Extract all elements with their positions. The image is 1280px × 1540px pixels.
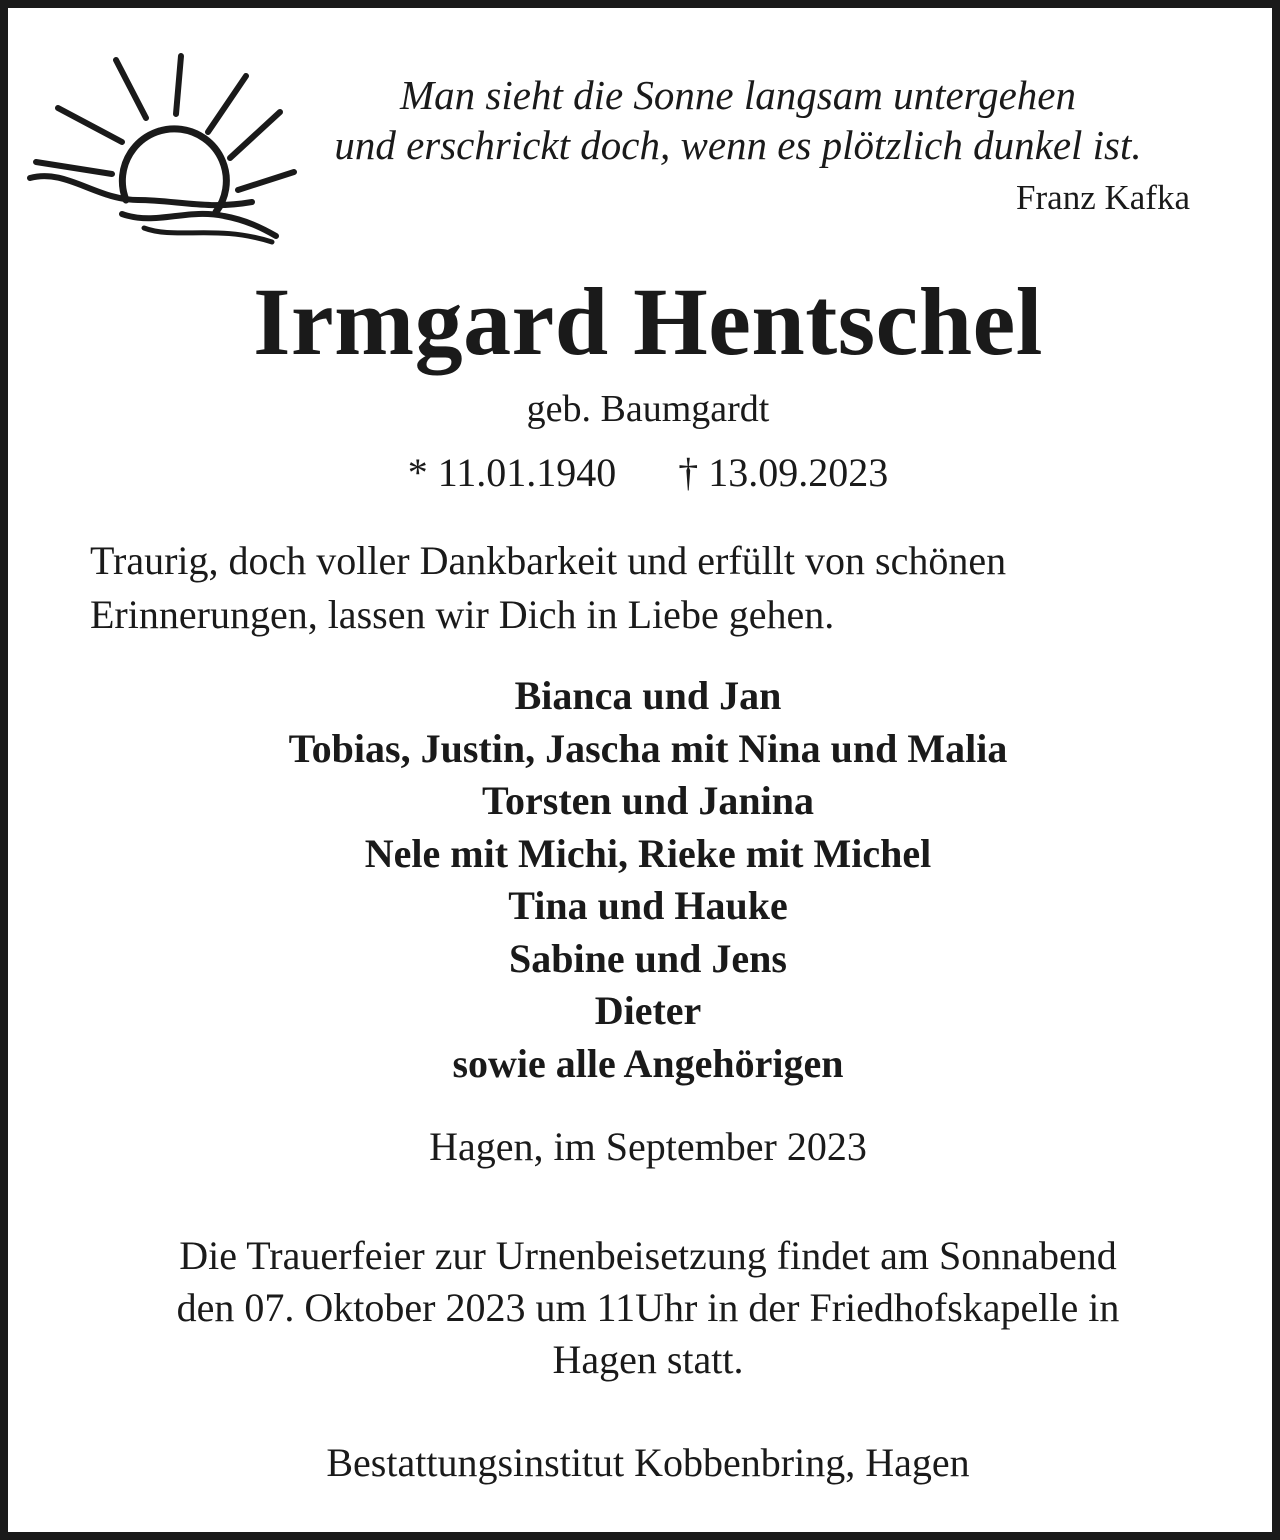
- family-member: Dieter: [594, 988, 702, 1033]
- kafka-quote: [268, 70, 1208, 170]
- family-member: Nele mit Michi, Rieke mit Michel: [364, 830, 932, 876]
- ceremony-line: den 07. Oktober 2023 um 11Uhr in der Friedhofskapelle in: [176, 1285, 1120, 1330]
- family-member: sowie alle Angehörigen: [452, 1040, 844, 1086]
- family-member: Torsten und Janina: [482, 778, 814, 823]
- ceremony-line: Hagen statt.: [552, 1337, 744, 1382]
- family-member: Sabine und Jens: [509, 935, 787, 981]
- family-list: [8, 670, 1280, 1090]
- message-line: Traurig, doch voller Dankbarkeit und erfüllt von schönen: [90, 538, 1007, 583]
- ceremony-line: Die Trauerfeier zur Urnenbeisetzung findet am Sonnabend: [179, 1233, 1117, 1278]
- ceremony-info: [68, 1230, 1228, 1386]
- maiden-name: geb. Baumgardt: [526, 388, 770, 430]
- life-dates: [8, 448, 1280, 498]
- death-date: † 13.09.2023: [678, 450, 889, 495]
- sunset-over-water-icon: [26, 50, 306, 250]
- message-line: Erinnerungen, lassen wir Dich in Liebe gehen.: [90, 592, 835, 637]
- quote-line: und erschrickt doch, wenn es plötzlich dunkel ist.: [334, 122, 1142, 168]
- family-member: Bianca und Jan: [514, 673, 782, 718]
- family-member: Tobias, Justin, Jascha mit Nina und Malia: [288, 725, 1008, 771]
- funeral-home: Bestattungsinstitut Kobbenbring, Hagen: [326, 1440, 970, 1485]
- deceased-name: Irmgard Hentschel: [253, 268, 1043, 375]
- place-and-date: Hagen, im September 2023: [429, 1124, 867, 1169]
- birth-date: * 11.01.1940: [407, 450, 617, 495]
- quote-line: Man sieht die Sonne langsam untergehen: [400, 72, 1076, 118]
- quote-author: Franz Kafka: [1016, 178, 1190, 217]
- mourning-message: [90, 534, 1210, 642]
- family-member: Tina und Hauke: [508, 883, 788, 928]
